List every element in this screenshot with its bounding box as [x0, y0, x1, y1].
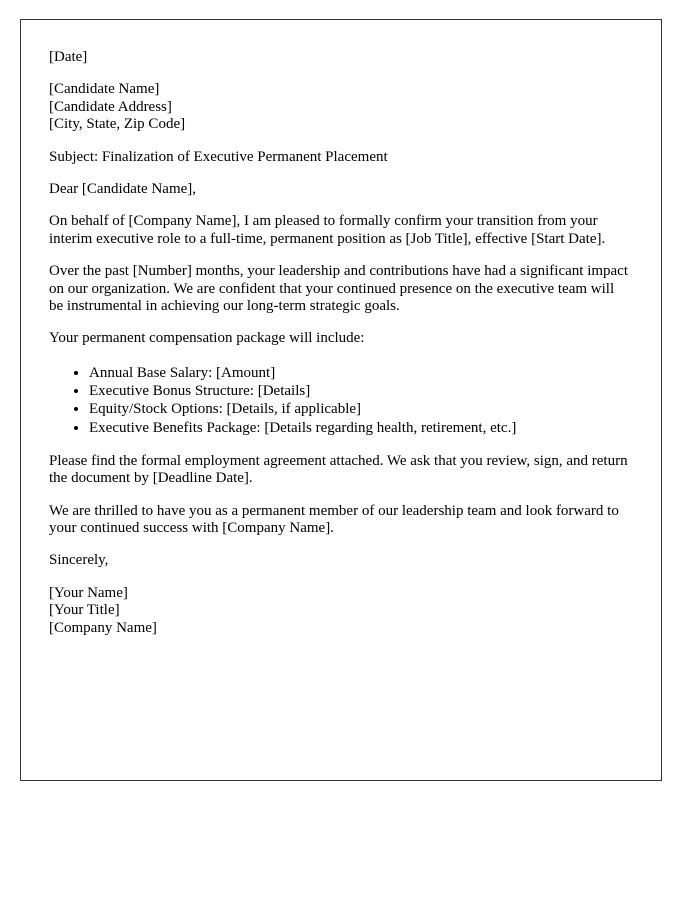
recipient-city-state-zip: [City, State, Zip Code]: [49, 116, 186, 133]
recipient-block: [49, 81, 631, 133]
letter-document: [20, 19, 662, 781]
salutation: Dear [Candidate Name],: [49, 180, 197, 197]
body-paragraph-2: Over the past [Number] months, your leadership and contributions have had a significant impact on our organization. We are confident that your continued presence on the executive team will be instrumental in achieving our long-term strategic goals.: [49, 263, 629, 314]
closing-paragraph-2: We are thrilled to have you as a permanent member of our leadership team and look forward to your continued success with [Company Name].: [49, 502, 619, 537]
list-item-base-salary: • Annual Base Salary: [Amount]: [89, 364, 631, 382]
body-paragraph-3: Your permanent compensation package will include:: [49, 330, 365, 347]
signature-company: [Company Name]: [49, 619, 157, 636]
signature-name: [Your Name]: [49, 584, 128, 601]
signoff: Sincerely,: [49, 552, 109, 569]
recipient-address: [Candidate Address]: [49, 98, 172, 115]
compensation-list: [49, 364, 631, 437]
closing-paragraph-1: Please find the formal employment agreement attached. We ask that you review, sign, and return the document by [Deadline Date].: [49, 452, 628, 487]
subject-line: Subject: Finalization of Executive Permanent Placement: [49, 148, 388, 165]
recipient-name: [Candidate Name]: [49, 81, 160, 98]
list-item-bonus-structure: • Executive Bonus Structure: [Details]: [89, 382, 631, 400]
list-item-equity-options: • Equity/Stock Options: [Details, if applicable]: [89, 400, 631, 418]
date-line: [Date]: [49, 49, 88, 65]
list-item-benefits-package: • Executive Benefits Package: [Details regarding health, retirement, etc.]: [89, 419, 631, 437]
signature-block: [49, 585, 631, 637]
signature-title: [Your Title]: [49, 602, 120, 619]
body-paragraph-1: On behalf of [Company Name], I am pleased to formally confirm your transition from your interim executive role to a full-time, permanent position as [Job Title], effective [Start Date].: [49, 213, 606, 247]
